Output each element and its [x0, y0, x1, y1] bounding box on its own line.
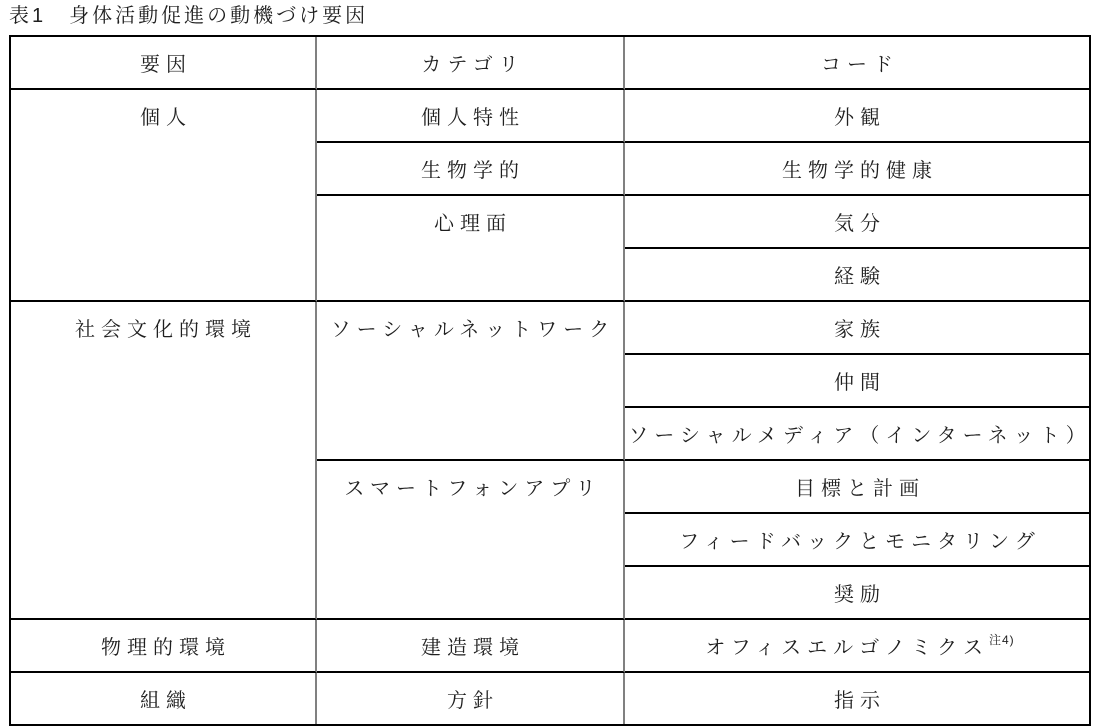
category-cell: ソーシャルネットワーク	[317, 302, 625, 461]
col-header-code: コード	[625, 37, 1089, 90]
code-cell: 経験	[625, 249, 1089, 302]
factor-cell: 物理的環境	[11, 620, 317, 673]
col-header-factor: 要因	[11, 37, 317, 90]
motivation-factors-table	[9, 35, 1091, 726]
code-cell: ソーシャルメディア（インターネット）	[625, 408, 1089, 461]
factor-cell: 個人	[11, 90, 317, 302]
factor-cell: 組織	[11, 673, 317, 724]
table-caption: 表1 身体活動促進の動機づけ要因	[9, 5, 369, 27]
code-cell: 気分	[625, 196, 1089, 249]
table-row	[11, 90, 1089, 143]
col-header-category: カテゴリ	[317, 37, 625, 90]
category-cell: 心理面	[317, 196, 625, 302]
code-text: オフィスエルゴノミクス	[705, 637, 989, 659]
category-cell: スマートフォンアプリ	[317, 461, 625, 620]
table-row	[11, 620, 1089, 673]
code-cell: 指示	[625, 673, 1089, 724]
code-cell: 仲間	[625, 355, 1089, 408]
code-cell: 家族	[625, 302, 1089, 355]
code-cell: オフィスエルゴノミクス $^{注4)}$	[625, 620, 1089, 673]
code-cell: 目標と計画	[625, 461, 1089, 514]
category-cell: 方針	[317, 673, 625, 724]
table-row	[11, 673, 1089, 724]
code-cell: フィードバックとモニタリング	[625, 514, 1089, 567]
header-row	[11, 37, 1089, 90]
table-row	[11, 302, 1089, 355]
code-cell: 生物学的健康	[625, 143, 1089, 196]
code-cell: 奨励	[625, 567, 1089, 620]
category-cell: 建造環境	[317, 620, 625, 673]
factor-cell: 社会文化的環境	[11, 302, 317, 620]
category-cell: 個人特性	[317, 90, 625, 143]
code-cell: 外観	[625, 90, 1089, 143]
category-cell: 生物学的	[317, 143, 625, 196]
